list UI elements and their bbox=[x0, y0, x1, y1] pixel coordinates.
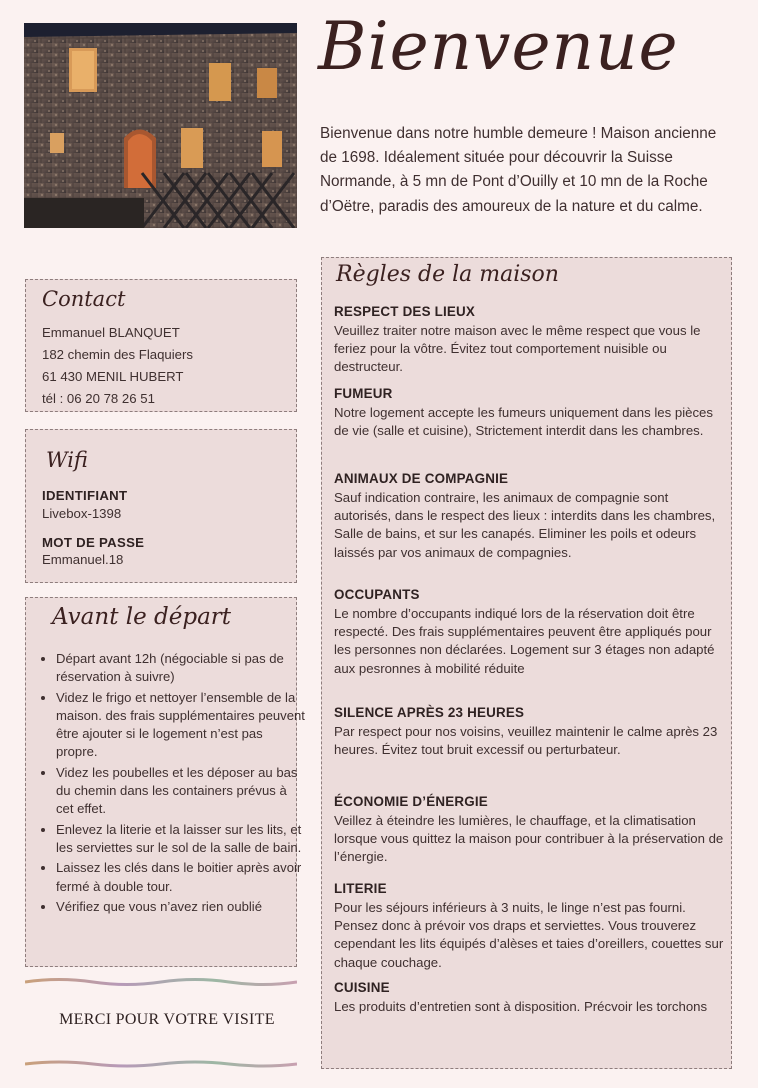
list-item: • Laissez les clés dans le boitier après avoir fermé à double tour. bbox=[56, 859, 306, 896]
rule-text: Les produits d’entretien sont à disposition. Précvoir les torchons bbox=[334, 999, 708, 1014]
rule-item bbox=[334, 586, 726, 678]
thanks-message: MERCI POUR VOTRE VISITE bbox=[59, 1011, 275, 1028]
rule-item bbox=[334, 470, 726, 562]
rule-text: Veuillez traiter notre maison avec le même respect que vous le feriez pour la vôtre. Évitez tout comportement nuisible ou destructeur. bbox=[334, 323, 701, 375]
wifi-password-label: MOT DE PASSE bbox=[42, 535, 145, 550]
rule-heading: ANIMAUX DE COMPAGNIE bbox=[334, 471, 509, 486]
intro-text: Bienvenue dans notre humble demeure ! Maison ancienne de 1698. Idéalement située pour découvrir la Suisse Normande, à 5 mn de Pont d’Ouilly et 10 mn de la Roche d’Oëtre, paradis des amoureux de la nature et du calme. bbox=[320, 125, 717, 215]
rule-heading: FUMEUR bbox=[334, 386, 393, 401]
departure-list bbox=[42, 650, 306, 918]
contact-city: 61 430 MENIL HUBERT bbox=[42, 369, 184, 384]
rule-text: Le nombre d’occupants indiqué lors de la réservation doit être respecté. Des frais supplémentaires peuvent être appliqués pour les personnes non déclarées. Logement sur 3 étages non adapté aux pesronnes à mobilité réduite bbox=[334, 606, 715, 676]
wifi-id-label: IDENTIFIANT bbox=[42, 488, 128, 503]
rule-item bbox=[334, 793, 726, 867]
departure-card bbox=[25, 597, 305, 967]
house-rules-card bbox=[321, 257, 732, 1069]
rule-item bbox=[334, 880, 726, 972]
wifi-id-value: Livebox-1398 bbox=[42, 506, 122, 521]
bottom-wave-divider bbox=[25, 1057, 297, 1071]
rule-text: Sauf indication contraire, les animaux de compagnie sont autorisés, dans le respect des lieux : interdits dans les chambres, Salle de bains, et sur les canapés. Eliminer les poils et odeurs laissés par vos animaux de compagnies. bbox=[334, 490, 716, 560]
rule-text: Pour les séjours inférieurs à 3 nuits, le linge n’est pas fourni. Pensez donc à prévoir vos draps et serviettes. Vous trouverez cependant les lits équipés d’alèses et taies d’oreillers, couettes sur chaque couchage. bbox=[334, 900, 724, 970]
rule-item bbox=[334, 385, 726, 440]
rule-heading: LITERIE bbox=[334, 881, 387, 896]
contact-card bbox=[25, 279, 297, 412]
rule-heading: SILENCE APRÈS 23 HEURES bbox=[334, 705, 525, 720]
departure-title: Avant le départ bbox=[52, 604, 232, 630]
contact-street: 182 chemin des Flaquiers bbox=[42, 347, 194, 362]
rule-heading: CUISINE bbox=[334, 980, 390, 995]
rule-text: Notre logement accepte les fumeurs uniquement dans les pièces de vie (salle et cuisine), Strictement interdit dans les chambres. bbox=[334, 405, 713, 439]
rule-heading: OCCUPANTS bbox=[334, 587, 420, 602]
rules-title: Règles de la maison bbox=[336, 262, 559, 287]
rule-text: Veillez à éteindre les lumières, le chauffage, et la climatisation lorsque vous quittez la maison pour contribuer à la préservation de l’énergie. bbox=[334, 813, 724, 865]
wifi-card bbox=[25, 429, 297, 583]
rule-item bbox=[334, 979, 726, 1016]
house-photo bbox=[24, 23, 297, 228]
contact-title: Contact bbox=[42, 287, 126, 311]
wifi-title: Wifi bbox=[46, 448, 88, 472]
rule-heading: ÉCONOMIE D’ÉNERGIE bbox=[334, 794, 488, 809]
rule-text: Par respect pour nos voisins, veuillez maintenir le calme après 23 heures. Évitez tout bruit excessif ou perturbateur. bbox=[334, 724, 718, 758]
rule-item bbox=[334, 303, 726, 377]
contact-name: Emmanuel BLANQUET bbox=[42, 325, 180, 340]
list-item: • Videz le frigo et nettoyer l’ensemble de la maison. des frais supplémentaires peuvent être ajouter si le logement n’est pas propre. bbox=[56, 689, 306, 762]
contact-phone: tél : 06 20 78 26 51 bbox=[42, 391, 155, 406]
list-item: • Enlevez la literie et la laisser sur les lits, et les serviettes sur le sol de la salle de bain. bbox=[56, 821, 306, 858]
list-item: • Départ avant 12h (négociable si pas de réservation à suivre) bbox=[56, 650, 306, 687]
rule-item bbox=[334, 704, 726, 759]
top-wave-divider bbox=[25, 975, 297, 989]
rule-heading: RESPECT DES LIEUX bbox=[334, 304, 476, 319]
wifi-password-value: Emmanuel.18 bbox=[42, 552, 124, 567]
page-title: Bienvenue bbox=[318, 8, 679, 85]
list-item: • Videz les poubelles et les déposer au bas du chemin dans les containers prévus à cet effet. bbox=[56, 764, 306, 819]
list-item: • Vérifiez que vous n’avez rien oublié bbox=[56, 898, 306, 916]
